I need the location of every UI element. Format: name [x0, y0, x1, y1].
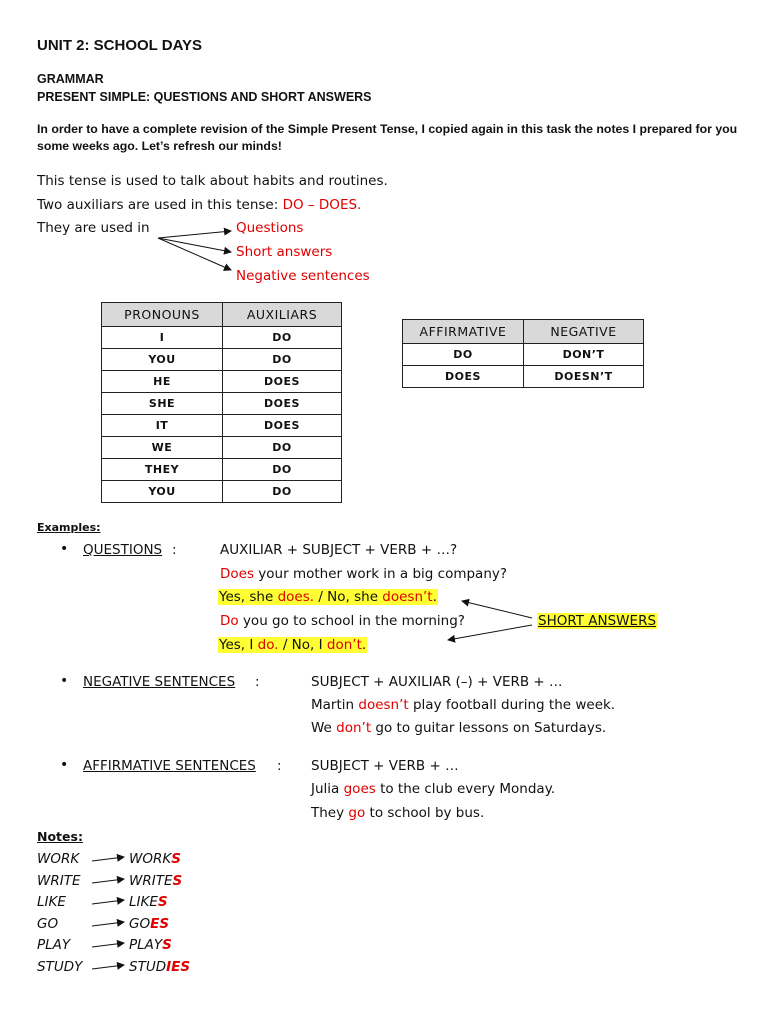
negative-cell: DON’T — [524, 344, 644, 366]
arrow-write — [92, 879, 124, 883]
verb-third-person: WORKS — [129, 851, 181, 867]
affirmative-example-1: Julia goes to the club every Monday. — [311, 781, 556, 797]
bullet-icon: • — [60, 757, 69, 773]
aux-word: Do — [220, 613, 239, 629]
negative-label: NEGATIVE SENTENCES — [83, 674, 236, 690]
pronoun-cell: YOU — [102, 349, 223, 371]
verb-base: LIKE — [37, 894, 66, 910]
question-example-2 — [220, 613, 465, 629]
verb-third-person: WRITES — [129, 873, 183, 889]
short-answer-2 — [218, 637, 367, 653]
auxiliar-cell: DO — [223, 459, 342, 481]
use-short-answers: Short answers — [236, 244, 333, 260]
questions-formula: AUXILIAR + SUBJECT + VERB + …? — [220, 542, 458, 558]
negative-formula: SUBJECT + AUXILIAR (–) + VERB + … — [311, 674, 563, 690]
negative-example-2: We don’t go to guitar lessons on Saturdays. — [311, 720, 607, 736]
auxiliaries-highlight: DO – DOES. — [282, 197, 362, 213]
negative-example-1: Martin doesn’t play football during the week. — [311, 697, 616, 713]
verb-third-person: LIKES — [129, 894, 168, 910]
pronoun-cell: I — [102, 327, 223, 349]
col-header-negative: NEGATIVE — [524, 320, 644, 344]
short-answers-label: SHORT ANSWERS — [538, 613, 657, 629]
affirmative-label: AFFIRMATIVE SENTENCES — [83, 758, 256, 774]
auxiliar-cell: DOES — [223, 371, 342, 393]
pronoun-cell: YOU — [102, 481, 223, 503]
arrow-play — [92, 943, 124, 947]
col-header-affirmative: AFFIRMATIVE — [403, 320, 524, 344]
affirmative-example-2: They go to school by bus. — [311, 805, 485, 821]
answer-highlight: Yes, she does. / No, she doesn’t. — [219, 589, 437, 605]
col-header-pronouns: PRONOUNS — [102, 303, 223, 327]
negative-cell: DOESN’T — [524, 366, 644, 388]
auxiliar-cell: DO — [223, 349, 342, 371]
sentence-rest: you go to school in the morning? — [238, 613, 465, 629]
examples-label: Examples: — [37, 521, 101, 534]
pronoun-cell: THEY — [102, 459, 223, 481]
affirmative-colon: : — [277, 758, 282, 774]
auxiliar-cell: DOES — [223, 393, 342, 415]
verb-base: PLAY — [37, 937, 71, 953]
arrow-to-short-answers — [158, 238, 231, 252]
pronoun-cell: IT — [102, 415, 223, 437]
verb-base: STUDY — [37, 959, 83, 975]
notes-label: Notes: — [37, 829, 83, 844]
arrow-to-negative — [158, 238, 231, 270]
affirmative-formula: SUBJECT + VERB + … — [311, 758, 459, 774]
negative-colon: : — [255, 674, 260, 690]
subsection-heading: PRESENT SIMPLE: QUESTIONS AND SHORT ANSWERS — [37, 90, 372, 104]
arrow-to-questions — [158, 231, 231, 238]
bullet-icon: • — [60, 673, 69, 689]
arrow-like — [92, 900, 124, 904]
pronoun-cell: WE — [102, 437, 223, 459]
question-example-1 — [220, 566, 507, 582]
auxiliar-cell: DO — [223, 437, 342, 459]
auxiliar-cell: DOES — [223, 415, 342, 437]
use-negative-sentences: Negative sentences — [236, 268, 370, 284]
answer-highlight: Yes, I do. / No, I don’t. — [219, 637, 367, 653]
verb-third-person: PLAYS — [129, 937, 172, 953]
verb-base: GO — [37, 916, 59, 932]
questions-label: QUESTIONS — [83, 542, 163, 558]
unit-title: UNIT 2: SCHOOL DAYS — [37, 37, 203, 54]
arrow-study — [92, 965, 124, 969]
questions-colon: : — [172, 542, 177, 558]
arrow-go — [92, 922, 124, 926]
auxiliar-cell: DO — [223, 481, 342, 503]
verb-base: WRITE — [37, 873, 81, 889]
bullet-icon: • — [60, 541, 69, 557]
polarity-table — [402, 319, 644, 388]
note-line-2-text: Two auxiliars are used in this tense: — [37, 197, 283, 213]
use-questions: Questions — [236, 220, 304, 236]
affirmative-cell: DO — [403, 344, 524, 366]
pronoun-cell: SHE — [102, 393, 223, 415]
arrow-work — [92, 857, 124, 861]
verb-third-person: GOES — [129, 916, 170, 932]
aux-word: Does — [220, 566, 254, 582]
note-line-1: This tense is used to talk about habits and routines. — [37, 173, 388, 189]
pronoun-cell: HE — [102, 371, 223, 393]
auxiliar-cell: DO — [223, 327, 342, 349]
arrow-short-answers-1 — [462, 601, 532, 618]
note-line-3: They are used in — [37, 220, 150, 236]
intro-line-1: In order to have a complete revision of the Simple Present Tense, I copied again in this task the notes I prepared for you — [37, 122, 738, 136]
pronouns-table — [101, 302, 342, 503]
verb-base: WORK — [37, 851, 80, 867]
col-header-auxiliars: AUXILIARS — [223, 303, 342, 327]
short-answer-1 — [218, 589, 438, 605]
intro-line-2: some weeks ago. Let’s refresh our minds! — [37, 139, 282, 153]
verb-third-person: STUDIES — [129, 959, 191, 975]
section-heading: GRAMMAR — [37, 72, 104, 86]
affirmative-cell: DOES — [403, 366, 524, 388]
sentence-rest: your mother work in a big company? — [254, 566, 508, 582]
